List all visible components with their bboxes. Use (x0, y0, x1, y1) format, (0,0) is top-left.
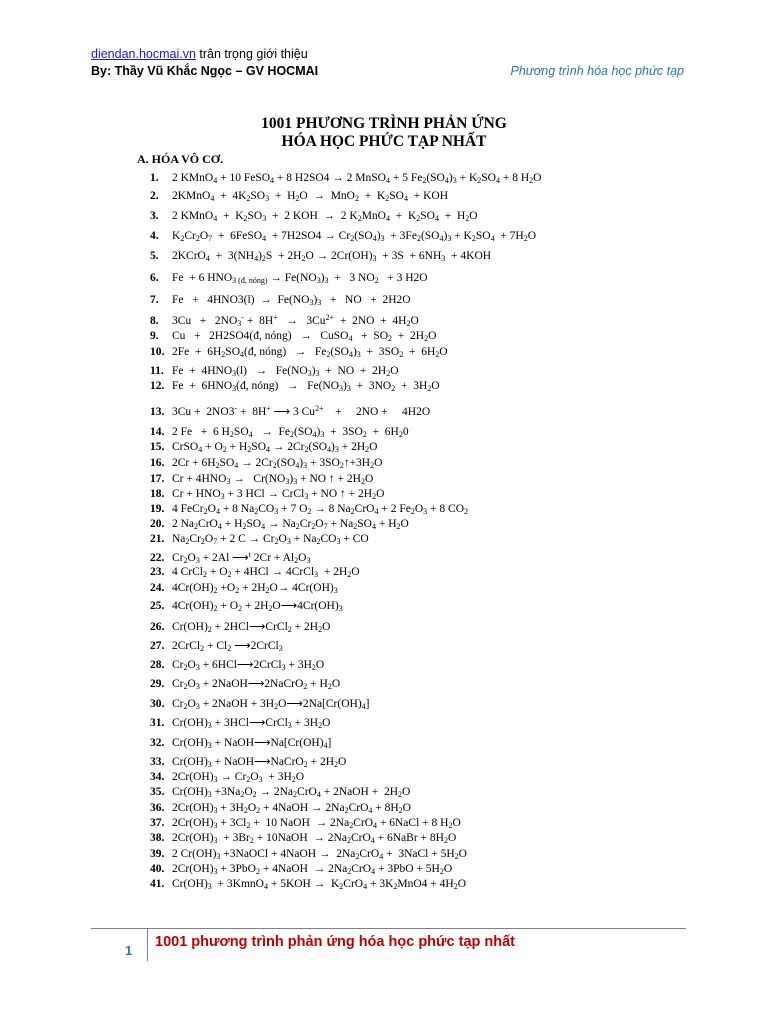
equation-number: 2. (150, 190, 159, 202)
equation-text: $4Cr(OH)_2 +O_2 + 2H_2O\to 4Cr(OH)_3$ (172, 582, 338, 595)
equation-text: $Na_2Cr_2O_7 + 2$ $C \to Cr_2O_3 + Na_2CO_3$ + CO (172, 533, 369, 546)
equation-number: 27. (150, 640, 165, 652)
equation-number: 8. (150, 315, 159, 327)
equation-18 (150, 488, 384, 500)
equation-text: $Cr(OH)_3 +3Na_2O_2 \to 2Na_2CrO_4$ + 2NaOH + $2H_2O$ (172, 786, 411, 799)
equation-text: $Fe + 4HNO3(l) \to Fe(NO_3)_3$ + NO + 2H2O (172, 294, 411, 307)
equation-number: 12. (150, 380, 165, 392)
equation-text: $2Cr + 6H_2SO_4 \to 2Cr_2(SO_4)_3$ + $3SO_2↑+3H_2O$ (172, 457, 383, 470)
equation-text: $Cr + 4HNO_3 \to Cr(NO_3)_3$ + NO ↑ + $2H_2O$ (172, 473, 374, 486)
equation-text: $Cr_2O_3 + 2Al$ ⟶$^t$ $2Cr + Al_2O_3$ (172, 550, 311, 565)
equation-number: 31. (150, 717, 165, 729)
equation-number: 33. (150, 756, 165, 768)
equation-16 (150, 457, 382, 469)
equation-30 (150, 696, 370, 710)
equation-2 (150, 190, 448, 202)
equation-23 (150, 566, 360, 578)
equation-number: 3. (150, 210, 159, 222)
equation-text: $Cr + HNO_3 + 3$ HCl → CrCl$_3$ + NO ↑ + $2H_2O$ (172, 488, 385, 501)
equation-28 (150, 657, 324, 671)
equation-37 (150, 817, 461, 829)
equation-35 (150, 786, 410, 798)
equation-20 (150, 518, 409, 530)
page-number: 1 (125, 943, 133, 958)
equation-text: $2Cr(OH)_3 \to Cr_2O_3 + 3H_2O$ (172, 771, 305, 784)
equation-number: 40. (150, 863, 165, 875)
equation-text: $2Cr(OH)_3 + 3Br_2$ + 10NaOH → $2Na_2CrO_4$ + 6NaBr + $8H_2O$ (172, 832, 457, 845)
equation-6 (150, 272, 428, 284)
equation-number: 14. (150, 426, 165, 438)
equation-text: $2Cr(OH)_3 + 3Cl_2 + 10$ NaOH → $2Na_2CrO_4$ + 6NaCl + 8 $H_2O$ (172, 817, 461, 830)
equation-text: 2CrCl$_2$ + $Cl_2$ ⟶2CrCl$_3$ (172, 640, 283, 653)
equation-text: $2Cr(OH)_3 + 3H_2O_2$ + 4NaOH → $2Na_2CrO_4 + 8H_2O$ (172, 802, 411, 815)
equation-number: 25. (150, 600, 165, 612)
equation-4 (150, 230, 536, 242)
equation-17 (150, 473, 373, 485)
equation-number: 7. (150, 294, 159, 306)
equation-25 (150, 598, 343, 612)
equation-number: 20. (150, 518, 165, 530)
equation-text: $Cr(OH)_3$ + $NaOH⟶Na[Cr(OH)_4]$ (172, 737, 332, 750)
equation-text: $2Cr(OH)_3 + 3PbO_2$ + 4NaOH → $2Na_2CrO_4 + 3PbO + 5H_2O$ (172, 863, 453, 876)
site-link[interactable]: diendan.hocmai.vn (91, 47, 196, 61)
equation-number: 28. (150, 659, 165, 671)
equation-13 (150, 404, 430, 418)
equation-number: 29. (150, 678, 165, 690)
equation-12 (150, 380, 440, 392)
equation-31 (150, 715, 330, 729)
equation-number: 4. (150, 230, 159, 242)
equation-number: 5. (150, 250, 159, 262)
author-line: By: Thầy Vũ Khắc Ngọc – GV HOCMAI (91, 64, 319, 78)
equation-14 (150, 426, 409, 438)
equation-text: 4 $FeCr_2O_4 + 8$ $Na_2CO_3 + 7$ $O_2 \to 8$ $Na_2CrO_4 + 2$ $Fe_2O_3 + 8$ $CO_2$ (172, 503, 469, 516)
equation-21 (150, 533, 369, 545)
equation-32 (150, 735, 331, 749)
equation-number: 18. (150, 488, 165, 500)
equation-text: 2 $Cr(OH)_3$ +3NaOCl + 4NaOH → $2Na_2CrO_4$ + 3NaCl + $5H_2O$ (172, 848, 467, 861)
equation-36 (150, 802, 411, 814)
equation-26 (150, 619, 330, 633)
doc-subject: Phương trình hóa học phức tạp (510, 64, 684, 78)
equation-11 (150, 365, 399, 377)
equation-text: 3Cu + 2NO3- + 8H+ ⟶ 3 $Cu^{2+}$ + 2NO + 4H2O (172, 404, 431, 418)
equation-10 (150, 346, 448, 358)
equation-text: Fe + 6 $HNO_{3 (đ, nóng)} \to Fe(NO_3)_3 + 3$ $NO_2 + 3$ H2O (172, 272, 428, 285)
equation-number: 32. (150, 737, 165, 749)
equation-text: $Cr_2O_3$ + 2NaOH + $3H_2O⟶2Na[Cr(OH)_4]$ (172, 698, 370, 711)
footer-title: 1001 phương trình phản ứng hóa học phức tạp nhất (155, 934, 516, 950)
equation-38 (150, 832, 456, 844)
equation-number: 23. (150, 566, 165, 578)
equation-number: 22. (150, 552, 165, 564)
equation-24 (150, 582, 338, 594)
equation-number: 19. (150, 503, 165, 515)
equation-41 (150, 878, 466, 890)
equation-number: 38. (150, 832, 165, 844)
doc-title-line2: HÓA HỌC PHỨC TẠP NHẤT (281, 133, 487, 150)
equation-text: $3Cu + 2NO_3^- + 8H^+ \to 3Cu^{2+} + 2NO + 4H_2O$ (172, 313, 419, 328)
equation-19 (150, 503, 468, 515)
equation-27 (150, 638, 283, 652)
equation-number: 15. (150, 441, 165, 453)
equation-text: Cu + 2H2SO4(đ, nóng) → CuSO$_4$ + $SO_2 + 2H_2O$ (172, 330, 437, 343)
equation-15 (150, 441, 377, 453)
equation-1 (150, 172, 541, 184)
doc-title-line1: 1001 PHƯƠNG TRÌNH PHẢN ỨNG (261, 115, 507, 132)
equation-number: 37. (150, 817, 165, 829)
equation-text: $Cr(OH)_3$ + 3HCl⟶CrCl$_3$ + $3H_2O$ (172, 717, 331, 730)
equation-number: 30. (150, 698, 165, 710)
equation-number: 17. (150, 473, 165, 485)
equation-text: $Cr(OH)_3$ + NaOH⟶NaCrO$_2$ + $2H_2O$ (172, 756, 347, 769)
header-left (91, 46, 318, 80)
equation-number: 6. (150, 272, 159, 284)
equation-8 (150, 315, 419, 327)
equation-text: $Fe + 4HNO_3(l) \to Fe(NO_3)_3$ + NO + $2H_2O$ (172, 365, 399, 378)
equation-number: 26. (150, 621, 165, 633)
equation-text: 2 $Na_2CrO_4 + H_2SO_4 \to Na_2Cr_2O_7 + Na_2SO_4 + H_2O$ (172, 518, 409, 531)
equation-number: 41. (150, 878, 165, 890)
equation-number: 9. (150, 330, 159, 342)
equation-number: 13. (150, 406, 165, 418)
intro-text: trân trọng giới thiệu (195, 47, 308, 61)
equation-9 (150, 330, 436, 342)
footer-divider (147, 929, 148, 961)
equation-3 (150, 210, 478, 222)
equation-5 (150, 250, 491, 262)
equation-text: 2 KMnO$_4$ + $K_2SO_3 + 2$ KOH → 2 $K_2MnO_4 + K_2SO_4 + H_2O$ (172, 210, 478, 223)
equation-33 (150, 754, 346, 768)
equation-text: $Cr_2O_3$ + 6HCl⟶2CrCl$_3$ + $3H_2O$ (172, 659, 325, 672)
equation-text: $K_2Cr_2O_7$ + 6FeSO$_4$ + $7H2SO4 \to Cr_2(SO_4)_3 + 3Fe_2(SO_4)_3 + K_2SO_4 + 7H_2O$ (172, 230, 537, 243)
equation-34 (150, 771, 304, 783)
equation-text: 2 Fe + 6 $H_2SO_4 \to Fe_2(SO_4)_3 + 3SO_2 + 6H_20$ (172, 426, 409, 439)
equation-22 (150, 550, 310, 564)
equation-text: 2KCrO$_4$ + $3(NH_4)_2S + 2H_2O \to 2Cr(OH)_3 + 3S + 6NH_3 + 4KOH$ (172, 250, 492, 263)
equation-text: $Cr_2O_3$ + 2NaOH⟶2NaCrO$_2$ + $H_2O$ (172, 678, 341, 691)
equation-number: 39. (150, 848, 165, 860)
equation-number: 1. (150, 172, 159, 184)
equation-text: $Cr(OH)_2$ + 2HCl⟶CrCl$_2$ + $2H_2O$ (172, 621, 331, 634)
equation-text: $4Cr(OH)_2 + O_2$ + $2H_2O⟶4Cr(OH)_3$ (172, 600, 343, 613)
equation-number: 34. (150, 771, 165, 783)
equation-text: 2KMnO$_4$ + $4K_2SO_3 + H_2O \to MnO_2 + K_2SO_4$ + KOH (172, 190, 449, 203)
equation-39 (150, 848, 467, 860)
equation-text: CrSO$_4$ + $O_2 + H_2SO_4 \to 2Cr_2(SO_4)_3 + 2H_2O$ (172, 441, 378, 454)
equation-29 (150, 676, 340, 690)
equation-40 (150, 863, 452, 875)
equation-number: 11. (150, 365, 164, 377)
equation-number: 10. (150, 346, 165, 358)
equation-number: 36. (150, 802, 165, 814)
equation-number: 21. (150, 533, 165, 545)
equation-text: $Fe + 6HNO_3(đ$, nóng) → $Fe(NO_3)_3 + 3NO_2 + 3H_2O$ (172, 380, 440, 393)
footer-rule (91, 928, 686, 929)
equation-number: 35. (150, 786, 165, 798)
equation-text: $2Fe + 6H_2SO_4(đ$, nóng) → $Fe_2(SO_4)_3 + 3SO_2 + 6H_2O$ (172, 346, 448, 359)
equation-text: 4 CrCl$_2$ + $O_2 + 4HCl$ → 4CrCl$_3$ + $2H_2O$ (172, 566, 360, 579)
equation-text: $Cr(OH)_3$ + 3KmnO$_4$ + $5KOH \to K_2CrO_4 + 3K_2MnO4 + 4H_2O$ (172, 878, 467, 891)
equation-number: 24. (150, 582, 165, 594)
equation-number: 16. (150, 457, 165, 469)
equation-text: 2 KMnO$_4$ + 10 FeSO$_4$ + 8 H2SO4 → 2 MnSO$_4$ + 5 $Fe_2(SO_4)_3 + K_2SO_4 + 8$ $H_2O$ (172, 172, 542, 185)
section-heading: A. HÓA VÔ CƠ. (137, 152, 224, 166)
equation-7 (150, 294, 411, 306)
